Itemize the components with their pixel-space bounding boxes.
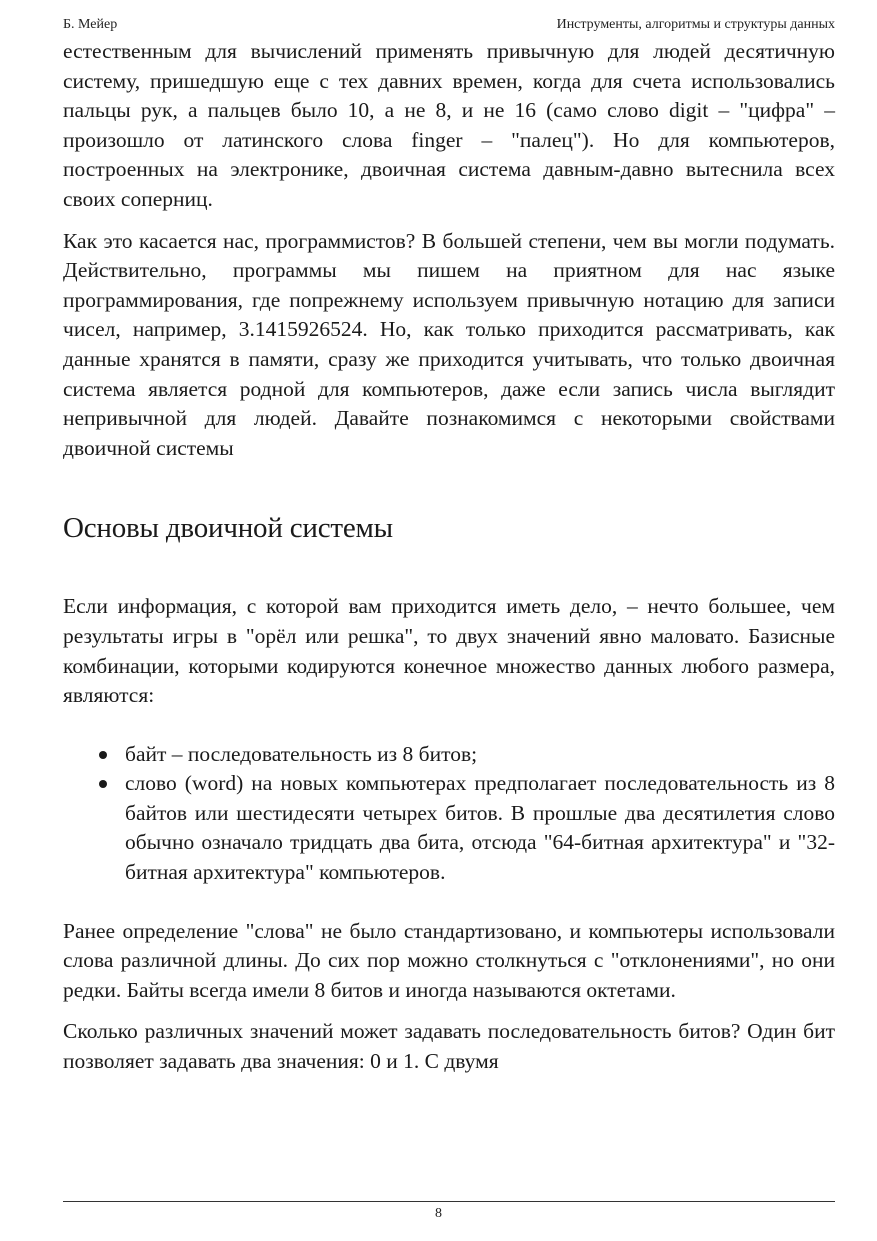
paragraph-bit-values: Сколько различных значений может задавать последовательность битов? Один бит позволяет задавать два значения: 0 и 1. С двумя (63, 1019, 835, 1074)
header-book-title: Инструменты, алгоритмы и структуры данных (556, 17, 835, 32)
footer-divider (63, 1201, 835, 1202)
bullet-icon (99, 751, 107, 759)
section-heading: Основы двоичной системы (63, 512, 393, 545)
list-item-text: слово (word) на новых компьютерах предполагает последовательность из 8 байтов или шестидесяти четырех битов. В прошлые два десятилетия слово обычно означало тридцать два бита, отсюда "64-битная архитектура" и "32-битная архитектура" компьютеров. (125, 771, 835, 885)
paragraph-word-definition: Ранее определение "слова" не было стандартизовано, и компьютеры использовали слова различной длины. До сих пор можно столкнуться с "отклонениями", но они редки. Байты всегда имели 8 битов и иногда называются октетами. (63, 918, 835, 1002)
list-item-text: байт – последовательность из 8 битов; (125, 741, 478, 766)
list-item (125, 769, 835, 887)
bullet-icon (99, 780, 107, 788)
header-author: Б. Мейер (63, 17, 118, 32)
page-number: 8 (435, 1206, 442, 1221)
paragraph-continuation: естественным для вычислений применять привычную для людей десятичную систему, пришедшую еще с тех давних времен, когда для счета использовались пальцы рук, а пальцев было 10, а не 8, и не 16 (само слово digit – "цифра" – произошло от латинского слова finger – "палец"). Но для компьютеров, построенных на электронике, двоичная система давным-давно вытеснила всех своих соперниц. (63, 39, 835, 211)
paragraph-programmers: Как это касается нас, программистов? В большей степени, чем вы могли подумать. Действительно, программы мы пишем на приятном для нас языке программирования, где попрежнему используем привычную нотацию для записи чисел, например, 3.1415926524. Но, как только приходится рассматривать, как данные хранятся в памяти, сразу же приходится учитывать, что только двоичная система является родной для компьютеров, даже если запись числа выглядит непривычной для людей. Давайте познакомимся с некоторыми свойствами двоичной системы (63, 228, 835, 460)
main-content (63, 37, 835, 1077)
paragraph-information: Если информация, с которой вам приходится иметь дело, – нечто большее, чем результаты игры в "орёл или решка", то двух значений явно маловато. Базисные комбинации, которыми кодируются конечное множество данных любого размера, являются: (63, 594, 835, 708)
list-item (125, 740, 835, 770)
bullet-list (63, 740, 835, 888)
